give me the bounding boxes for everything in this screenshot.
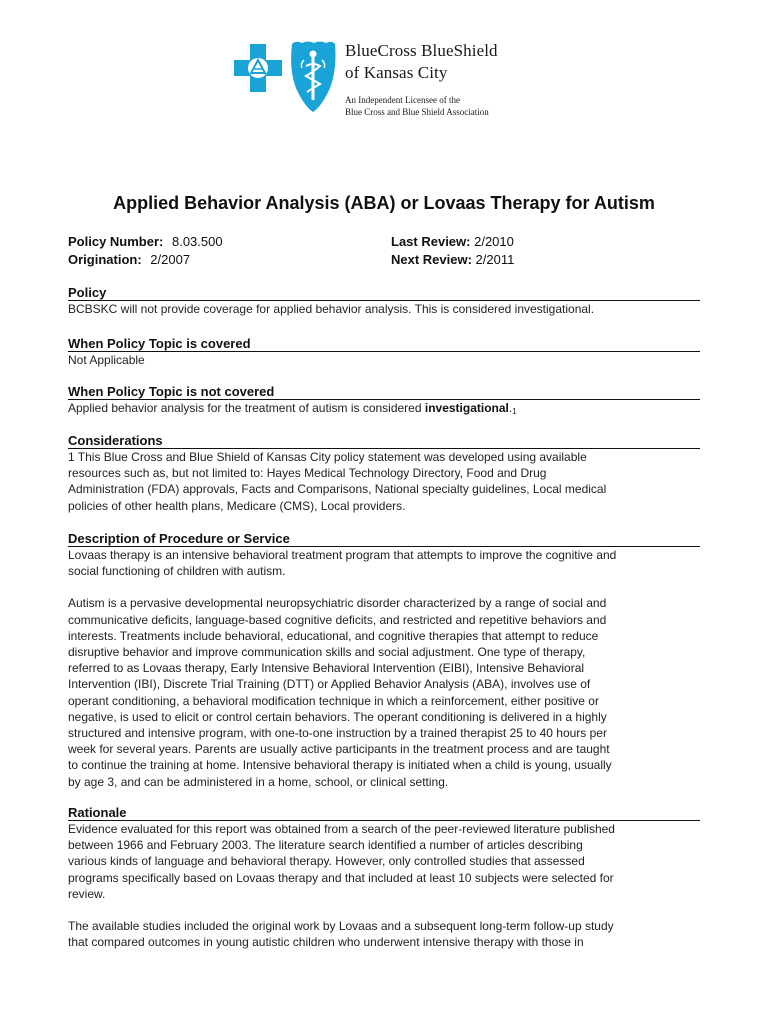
policy-meta-right — [391, 233, 514, 269]
body-line: various kinds of language and behavioral therapy. However, only controlled studies that assessed — [68, 854, 585, 869]
body-line: disruptive behavior and improve communication skills and social adjustment. One type of therapy, — [68, 645, 586, 660]
brand-text — [345, 40, 498, 118]
body-line: by age 3, and can be administered in a home, school, or clinical setting. — [68, 774, 449, 789]
body-line: referred to as Lovaas therapy, Early Intensive Behavioral Intervention (EIBI), Intensive Behavioral — [68, 661, 585, 676]
section-heading: Description of Procedure or Service — [68, 531, 700, 547]
body-line: 1 This Blue Cross and Blue Shield of Kansas City policy statement was developed using available — [68, 450, 587, 464]
policy-meta-left — [68, 233, 223, 269]
origination-value: 2/2007 — [150, 252, 191, 267]
section-body — [68, 400, 700, 420]
section-heading: Rationale — [68, 805, 700, 821]
body-line: Intervention (IBI), Discrete Trial Training (DTT) or Applied Behavior Analysis (ABA), involves use of — [68, 677, 591, 692]
section-body: Not Applicable — [68, 353, 145, 367]
last-review-row — [391, 233, 514, 251]
body-line: The available studies included the original work by Lovaas and a subsequent long-term follow-up study — [68, 919, 614, 934]
policy-number-value: 8.03.500 — [171, 234, 223, 249]
body-line: to continue the training at home. Intensive behavioral therapy is initiated when a child is young, usually — [68, 758, 612, 773]
body-text: Applied behavior analysis for the treatment of autism is considered — [68, 401, 425, 415]
brand-name-line2: of Kansas City — [345, 63, 448, 82]
brand-tagline-line1: An Independent Licensee of the — [345, 95, 460, 105]
body-line: between 1966 and February 2003. The literature search identified a number of articles describing — [68, 838, 583, 853]
body-emphasis: investigational — [424, 401, 509, 415]
body-suffix: . — [508, 401, 513, 415]
section-policy — [68, 285, 700, 317]
next-review-value: 2/2011 — [475, 252, 515, 267]
next-review-label: Next Review: — [391, 252, 472, 267]
policy-number-row — [68, 233, 223, 251]
body-line: resources such as, but not limited to: Hayes Medical Technology Directory, Food and Drug — [68, 466, 547, 481]
section-heading: Considerations — [68, 433, 700, 449]
last-review-value: 2/2010 — [474, 234, 514, 249]
body-line: operant conditioning, a behavioral modification technique in which a reinforcement, either positive or — [68, 693, 599, 708]
blue-shield-icon — [291, 42, 335, 113]
body-line: week for several years. Parents are usually active participants in the treatment process and are taught — [68, 742, 610, 757]
cross-shield-icon — [234, 40, 339, 124]
body-line: Evidence evaluated for this report was obtained from a search of the peer-reviewed literature published — [68, 822, 615, 836]
body-line: that compared outcomes in young autistic children who underwent intensive therapy with those in — [68, 935, 584, 950]
body-line: Lovaas therapy is an intensive behavioral treatment program that attempts to improve the cognitive and — [68, 548, 617, 562]
section-not-covered — [68, 384, 700, 420]
origination-row — [68, 251, 223, 269]
section-heading: When Policy Topic is not covered — [68, 384, 700, 400]
section-heading: Policy — [68, 285, 700, 301]
blue-cross-icon — [234, 44, 282, 92]
body-line: review. — [68, 886, 106, 901]
last-review-label: Last Review: — [391, 234, 471, 249]
body-line: negative, is used to elicit or control certain behaviors. The operant conditioning is delivered in a highly — [68, 709, 607, 724]
section-rationale — [68, 805, 700, 950]
footnote-marker: 1 — [512, 407, 517, 416]
section-body: BCBSKC will not provide coverage for applied behavior analysis. This is considered investigational. — [68, 302, 595, 316]
section-body — [68, 449, 700, 514]
body-line: social functioning of children with autism. — [68, 564, 286, 579]
policy-number-label: Policy Number: — [68, 234, 164, 249]
bcbs-logo — [234, 40, 564, 124]
section-covered — [68, 336, 700, 368]
brand-tagline-line2: Blue Cross and Blue Shield Association — [345, 107, 489, 117]
document-title: Applied Behavior Analysis (ABA) or Lovaas Therapy for Autism — [113, 193, 655, 213]
body-line: interests. Treatments include behavioral, educational, and cognitive therapies that attempt to reduce — [68, 628, 599, 643]
origination-label: Origination: — [68, 252, 142, 267]
section-heading: When Policy Topic is covered — [68, 336, 700, 352]
section-considerations — [68, 433, 700, 514]
body-line: communicative deficits, language-based cognitive deficits, and restricted and repetitive behaviors and — [68, 612, 607, 627]
body-line: Administration (FDA) approvals, Facts and Comparisons, National specialty guidelines, Local medical — [68, 482, 607, 497]
body-line: programs specifically based on Lovaas therapy and that included at least 10 subjects were selected for — [68, 870, 614, 885]
next-review-row — [391, 251, 514, 269]
body-line: structured and intensive program, with one-to-one instruction by a trained therapist 25 to 40 hours per — [68, 726, 607, 741]
section-description — [68, 531, 700, 790]
body-line: Autism is a pervasive developmental neuropsychiatric disorder characterized by a range of social and — [68, 596, 607, 611]
section-body — [68, 821, 700, 950]
body-line: policies of other health plans, Medicare (CMS), Local providers. — [68, 498, 406, 513]
section-body — [68, 547, 700, 790]
brand-name-line1: BlueCross BlueShield — [345, 41, 498, 60]
